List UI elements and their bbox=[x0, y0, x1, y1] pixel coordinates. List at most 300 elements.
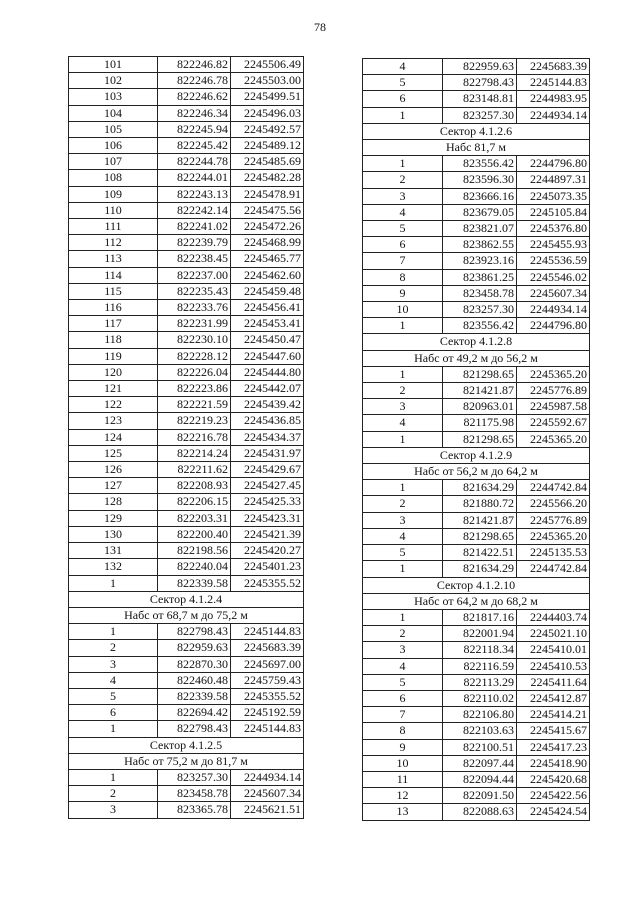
x-coordinate: 821298.65 bbox=[443, 431, 517, 447]
point-number: 120 bbox=[69, 364, 158, 380]
table-row bbox=[69, 219, 304, 235]
x-coordinate: 822103.63 bbox=[443, 723, 517, 739]
x-coordinate: 822245.94 bbox=[158, 121, 231, 137]
point-number: 122 bbox=[69, 397, 158, 413]
x-coordinate: 822091.50 bbox=[443, 788, 517, 804]
sector-header: Сектор 4.1.2.8 bbox=[363, 334, 590, 350]
point-number: 3 bbox=[69, 802, 158, 818]
sector-header-row bbox=[69, 591, 304, 607]
point-number: 2 bbox=[363, 383, 443, 399]
point-number: 5 bbox=[363, 75, 443, 91]
x-coordinate: 823458.78 bbox=[443, 285, 517, 301]
x-coordinate: 821298.65 bbox=[443, 366, 517, 382]
sector-header-row bbox=[69, 607, 304, 623]
x-coordinate: 823861.25 bbox=[443, 269, 517, 285]
table-row bbox=[69, 57, 304, 73]
point-number: 2 bbox=[69, 640, 158, 656]
y-coordinate: 2245073.35 bbox=[517, 188, 590, 204]
table-row bbox=[363, 318, 590, 334]
point-number: 123 bbox=[69, 413, 158, 429]
x-coordinate: 822235.43 bbox=[158, 283, 231, 299]
point-number: 9 bbox=[363, 739, 443, 755]
point-number: 1 bbox=[363, 107, 443, 123]
sector-header: Набс 81,7 м bbox=[363, 140, 590, 156]
point-number: 114 bbox=[69, 267, 158, 283]
point-number: 1 bbox=[363, 561, 443, 577]
table-row bbox=[363, 415, 590, 431]
x-coordinate: 822216.78 bbox=[158, 429, 231, 445]
table-row bbox=[69, 510, 304, 526]
sector-header-row bbox=[363, 447, 590, 463]
y-coordinate: 2245503.00 bbox=[231, 73, 304, 89]
y-coordinate: 2245683.39 bbox=[517, 59, 590, 75]
table-row bbox=[69, 705, 304, 721]
y-coordinate: 2245411.64 bbox=[517, 674, 590, 690]
x-coordinate: 821422.51 bbox=[443, 545, 517, 561]
point-number: 113 bbox=[69, 251, 158, 267]
y-coordinate: 2245472.26 bbox=[231, 219, 304, 235]
point-number: 132 bbox=[69, 559, 158, 575]
table-row bbox=[69, 462, 304, 478]
point-number: 111 bbox=[69, 219, 158, 235]
x-coordinate: 822244.78 bbox=[158, 154, 231, 170]
sector-header: Сектор 4.1.2.10 bbox=[363, 577, 590, 593]
x-coordinate: 822094.44 bbox=[443, 771, 517, 787]
point-number: 121 bbox=[69, 381, 158, 397]
table-row bbox=[69, 413, 304, 429]
y-coordinate: 2244897.31 bbox=[517, 172, 590, 188]
x-coordinate: 822230.10 bbox=[158, 332, 231, 348]
x-coordinate: 821634.29 bbox=[443, 561, 517, 577]
point-number: 1 bbox=[363, 480, 443, 496]
table-row bbox=[363, 723, 590, 739]
table-row bbox=[69, 543, 304, 559]
point-number: 1 bbox=[363, 156, 443, 172]
y-coordinate: 2244796.80 bbox=[517, 156, 590, 172]
y-coordinate: 2245410.53 bbox=[517, 658, 590, 674]
table-row bbox=[363, 674, 590, 690]
point-number: 102 bbox=[69, 73, 158, 89]
x-coordinate: 821817.16 bbox=[443, 609, 517, 625]
point-number: 104 bbox=[69, 105, 158, 121]
y-coordinate: 2244934.14 bbox=[517, 107, 590, 123]
table-row bbox=[69, 769, 304, 785]
y-coordinate: 2245423.31 bbox=[231, 510, 304, 526]
y-coordinate: 2245776.89 bbox=[517, 383, 590, 399]
y-coordinate: 2245418.90 bbox=[517, 755, 590, 771]
x-coordinate: 823923.16 bbox=[443, 253, 517, 269]
table-row bbox=[363, 707, 590, 723]
y-coordinate: 2244983.95 bbox=[517, 91, 590, 107]
table-row bbox=[69, 381, 304, 397]
table-row bbox=[363, 188, 590, 204]
x-coordinate: 822206.15 bbox=[158, 494, 231, 510]
point-number: 124 bbox=[69, 429, 158, 445]
table-row bbox=[363, 366, 590, 382]
x-coordinate: 822339.58 bbox=[158, 688, 231, 704]
y-coordinate: 2245021.10 bbox=[517, 626, 590, 642]
point-number: 8 bbox=[363, 723, 443, 739]
table-row bbox=[69, 721, 304, 737]
point-number: 12 bbox=[363, 788, 443, 804]
x-coordinate: 823257.30 bbox=[158, 769, 231, 785]
table-row bbox=[69, 640, 304, 656]
point-number: 126 bbox=[69, 462, 158, 478]
table-row bbox=[69, 478, 304, 494]
y-coordinate: 2245415.67 bbox=[517, 723, 590, 739]
y-coordinate: 2245462.60 bbox=[231, 267, 304, 283]
table-row bbox=[69, 348, 304, 364]
y-coordinate: 2245566.20 bbox=[517, 496, 590, 512]
y-coordinate: 2245482.28 bbox=[231, 170, 304, 186]
y-coordinate: 2245365.20 bbox=[517, 431, 590, 447]
point-number: 5 bbox=[363, 221, 443, 237]
coordinates-table-right bbox=[362, 58, 590, 821]
point-number: 1 bbox=[363, 609, 443, 625]
point-number: 110 bbox=[69, 202, 158, 218]
table-row bbox=[69, 267, 304, 283]
y-coordinate: 2245355.52 bbox=[231, 575, 304, 591]
table-row bbox=[69, 251, 304, 267]
y-coordinate: 2245429.67 bbox=[231, 462, 304, 478]
y-coordinate: 2245412.87 bbox=[517, 690, 590, 706]
y-coordinate: 2245607.34 bbox=[231, 786, 304, 802]
point-number: 5 bbox=[363, 545, 443, 561]
y-coordinate: 2245697.00 bbox=[231, 656, 304, 672]
x-coordinate: 822238.45 bbox=[158, 251, 231, 267]
table-row bbox=[363, 59, 590, 75]
x-coordinate: 822242.14 bbox=[158, 202, 231, 218]
x-coordinate: 822237.00 bbox=[158, 267, 231, 283]
table-row bbox=[363, 561, 590, 577]
point-number: 1 bbox=[363, 431, 443, 447]
y-coordinate: 2244742.84 bbox=[517, 561, 590, 577]
point-number: 2 bbox=[363, 496, 443, 512]
table-row bbox=[363, 545, 590, 561]
y-coordinate: 2245776.89 bbox=[517, 512, 590, 528]
x-coordinate: 822246.82 bbox=[158, 57, 231, 73]
x-coordinate: 823148.81 bbox=[443, 91, 517, 107]
point-number: 6 bbox=[363, 237, 443, 253]
sector-header: Сектор 4.1.2.5 bbox=[69, 737, 304, 753]
point-number: 2 bbox=[69, 786, 158, 802]
x-coordinate: 822106.80 bbox=[443, 707, 517, 723]
x-coordinate: 822198.56 bbox=[158, 543, 231, 559]
table-row bbox=[363, 626, 590, 642]
x-coordinate: 822221.59 bbox=[158, 397, 231, 413]
x-coordinate: 823862.55 bbox=[443, 237, 517, 253]
table-row bbox=[363, 399, 590, 415]
y-coordinate: 2245492.57 bbox=[231, 121, 304, 137]
point-number: 129 bbox=[69, 510, 158, 526]
table-row bbox=[363, 609, 590, 625]
point-number: 3 bbox=[363, 642, 443, 658]
point-number: 1 bbox=[69, 624, 158, 640]
point-number: 116 bbox=[69, 300, 158, 316]
sector-header-row bbox=[363, 464, 590, 480]
table-row bbox=[363, 804, 590, 820]
x-coordinate: 822118.34 bbox=[443, 642, 517, 658]
coordinates-table-left bbox=[68, 56, 304, 819]
table-row bbox=[363, 739, 590, 755]
point-number: 117 bbox=[69, 316, 158, 332]
table-row bbox=[69, 138, 304, 154]
y-coordinate: 2245475.56 bbox=[231, 202, 304, 218]
table-row bbox=[69, 575, 304, 591]
y-coordinate: 2245465.77 bbox=[231, 251, 304, 267]
x-coordinate: 822223.86 bbox=[158, 381, 231, 397]
point-number: 106 bbox=[69, 138, 158, 154]
x-coordinate: 822097.44 bbox=[443, 755, 517, 771]
x-coordinate: 823365.78 bbox=[158, 802, 231, 818]
y-coordinate: 2245417.23 bbox=[517, 739, 590, 755]
y-coordinate: 2245478.91 bbox=[231, 186, 304, 202]
point-number: 107 bbox=[69, 154, 158, 170]
x-coordinate: 823556.42 bbox=[443, 318, 517, 334]
x-coordinate: 823679.05 bbox=[443, 204, 517, 220]
x-coordinate: 822694.42 bbox=[158, 705, 231, 721]
x-coordinate: 822240.04 bbox=[158, 559, 231, 575]
y-coordinate: 2245434.37 bbox=[231, 429, 304, 445]
x-coordinate: 822113.29 bbox=[443, 674, 517, 690]
y-coordinate: 2245496.03 bbox=[231, 105, 304, 121]
y-coordinate: 2245401.23 bbox=[231, 559, 304, 575]
point-number: 131 bbox=[69, 543, 158, 559]
table-row bbox=[363, 512, 590, 528]
x-coordinate: 822959.63 bbox=[158, 640, 231, 656]
sector-header-row bbox=[363, 334, 590, 350]
x-coordinate: 821880.72 bbox=[443, 496, 517, 512]
point-number: 130 bbox=[69, 526, 158, 542]
table-row bbox=[363, 269, 590, 285]
y-coordinate: 2244742.84 bbox=[517, 480, 590, 496]
y-coordinate: 2245144.83 bbox=[517, 75, 590, 91]
y-coordinate: 2245144.83 bbox=[231, 721, 304, 737]
table-row bbox=[69, 688, 304, 704]
x-coordinate: 822228.12 bbox=[158, 348, 231, 364]
table-row bbox=[363, 528, 590, 544]
point-number: 4 bbox=[363, 204, 443, 220]
y-coordinate: 2245410.01 bbox=[517, 642, 590, 658]
point-number: 4 bbox=[363, 528, 443, 544]
x-coordinate: 821175.98 bbox=[443, 415, 517, 431]
x-coordinate: 823257.30 bbox=[443, 107, 517, 123]
point-number: 10 bbox=[363, 755, 443, 771]
table-row bbox=[363, 788, 590, 804]
table-row bbox=[363, 302, 590, 318]
x-coordinate: 822203.31 bbox=[158, 510, 231, 526]
y-coordinate: 2245431.97 bbox=[231, 445, 304, 461]
y-coordinate: 2245447.60 bbox=[231, 348, 304, 364]
x-coordinate: 823458.78 bbox=[158, 786, 231, 802]
y-coordinate: 2245414.21 bbox=[517, 707, 590, 723]
x-coordinate: 822239.79 bbox=[158, 235, 231, 251]
point-number: 1 bbox=[69, 721, 158, 737]
y-coordinate: 2245485.69 bbox=[231, 154, 304, 170]
x-coordinate: 823821.07 bbox=[443, 221, 517, 237]
x-coordinate: 822233.76 bbox=[158, 300, 231, 316]
y-coordinate: 2245421.39 bbox=[231, 526, 304, 542]
point-number: 4 bbox=[363, 658, 443, 674]
x-coordinate: 821421.87 bbox=[443, 512, 517, 528]
table-row bbox=[69, 624, 304, 640]
y-coordinate: 2245442.07 bbox=[231, 381, 304, 397]
y-coordinate: 2244403.74 bbox=[517, 609, 590, 625]
point-number: 119 bbox=[69, 348, 158, 364]
x-coordinate: 822231.99 bbox=[158, 316, 231, 332]
x-coordinate: 822208.93 bbox=[158, 478, 231, 494]
x-coordinate: 822200.40 bbox=[158, 526, 231, 542]
table-row bbox=[69, 154, 304, 170]
point-number: 103 bbox=[69, 89, 158, 105]
y-coordinate: 2245499.51 bbox=[231, 89, 304, 105]
x-coordinate: 822460.48 bbox=[158, 672, 231, 688]
sector-header-row bbox=[363, 140, 590, 156]
x-coordinate: 822798.43 bbox=[158, 721, 231, 737]
table-row bbox=[69, 316, 304, 332]
table-row bbox=[363, 237, 590, 253]
y-coordinate: 2245422.56 bbox=[517, 788, 590, 804]
table-row bbox=[363, 480, 590, 496]
y-coordinate: 2245536.59 bbox=[517, 253, 590, 269]
sector-header: Сектор 4.1.2.9 bbox=[363, 447, 590, 463]
point-number: 11 bbox=[363, 771, 443, 787]
y-coordinate: 2245144.83 bbox=[231, 624, 304, 640]
y-coordinate: 2245453.41 bbox=[231, 316, 304, 332]
y-coordinate: 2245420.27 bbox=[231, 543, 304, 559]
y-coordinate: 2245376.80 bbox=[517, 221, 590, 237]
table-row bbox=[363, 107, 590, 123]
y-coordinate: 2245456.41 bbox=[231, 300, 304, 316]
point-number: 125 bbox=[69, 445, 158, 461]
point-number: 5 bbox=[363, 674, 443, 690]
point-number: 6 bbox=[363, 690, 443, 706]
sector-header-row bbox=[363, 350, 590, 366]
sector-header-row bbox=[69, 737, 304, 753]
y-coordinate: 2244934.14 bbox=[231, 769, 304, 785]
point-number: 10 bbox=[363, 302, 443, 318]
point-number: 1 bbox=[69, 769, 158, 785]
point-number: 109 bbox=[69, 186, 158, 202]
y-coordinate: 2245355.52 bbox=[231, 688, 304, 704]
table-row bbox=[69, 332, 304, 348]
x-coordinate: 822088.63 bbox=[443, 804, 517, 820]
table-row bbox=[363, 658, 590, 674]
x-coordinate: 823596.30 bbox=[443, 172, 517, 188]
x-coordinate: 822241.02 bbox=[158, 219, 231, 235]
y-coordinate: 2245450.47 bbox=[231, 332, 304, 348]
y-coordinate: 2245192.59 bbox=[231, 705, 304, 721]
x-coordinate: 822245.42 bbox=[158, 138, 231, 154]
x-coordinate: 821421.87 bbox=[443, 383, 517, 399]
point-number: 2 bbox=[363, 172, 443, 188]
y-coordinate: 2245468.99 bbox=[231, 235, 304, 251]
table-row bbox=[69, 73, 304, 89]
point-number: 6 bbox=[363, 91, 443, 107]
x-coordinate: 822100.51 bbox=[443, 739, 517, 755]
x-coordinate: 822959.63 bbox=[443, 59, 517, 75]
sector-header: Сектор 4.1.2.4 bbox=[69, 591, 304, 607]
table-row bbox=[69, 202, 304, 218]
sector-header: Набс от 49,2 м до 56,2 м bbox=[363, 350, 590, 366]
x-coordinate: 822001.94 bbox=[443, 626, 517, 642]
y-coordinate: 2245365.20 bbox=[517, 366, 590, 382]
x-coordinate: 822246.34 bbox=[158, 105, 231, 121]
table-row bbox=[69, 672, 304, 688]
x-coordinate: 822246.78 bbox=[158, 73, 231, 89]
table-row bbox=[69, 656, 304, 672]
point-number: 3 bbox=[363, 512, 443, 528]
point-number: 4 bbox=[363, 415, 443, 431]
point-number: 7 bbox=[363, 253, 443, 269]
table-row bbox=[69, 526, 304, 542]
point-number: 112 bbox=[69, 235, 158, 251]
point-number: 105 bbox=[69, 121, 158, 137]
x-coordinate: 822214.24 bbox=[158, 445, 231, 461]
point-number: 3 bbox=[363, 188, 443, 204]
point-number: 8 bbox=[363, 269, 443, 285]
table-row bbox=[363, 285, 590, 301]
y-coordinate: 2245621.51 bbox=[231, 802, 304, 818]
y-coordinate: 2245459.48 bbox=[231, 283, 304, 299]
y-coordinate: 2245607.34 bbox=[517, 285, 590, 301]
table-row bbox=[69, 364, 304, 380]
table-row bbox=[363, 496, 590, 512]
y-coordinate: 2245592.67 bbox=[517, 415, 590, 431]
x-coordinate: 822226.04 bbox=[158, 364, 231, 380]
x-coordinate: 822211.62 bbox=[158, 462, 231, 478]
point-number: 9 bbox=[363, 285, 443, 301]
y-coordinate: 2244796.80 bbox=[517, 318, 590, 334]
point-number: 118 bbox=[69, 332, 158, 348]
x-coordinate: 822798.43 bbox=[158, 624, 231, 640]
point-number: 108 bbox=[69, 170, 158, 186]
point-number: 101 bbox=[69, 57, 158, 73]
x-coordinate: 822246.62 bbox=[158, 89, 231, 105]
y-coordinate: 2245546.02 bbox=[517, 269, 590, 285]
x-coordinate: 823556.42 bbox=[443, 156, 517, 172]
y-coordinate: 2245425.33 bbox=[231, 494, 304, 510]
sector-header-row bbox=[363, 593, 590, 609]
sector-header-row bbox=[69, 753, 304, 769]
x-coordinate: 822219.23 bbox=[158, 413, 231, 429]
table-row bbox=[69, 186, 304, 202]
table-row bbox=[69, 283, 304, 299]
table-row bbox=[363, 690, 590, 706]
y-coordinate: 2245987.58 bbox=[517, 399, 590, 415]
sector-header: Сектор 4.1.2.6 bbox=[363, 123, 590, 139]
table-row bbox=[363, 156, 590, 172]
table-row bbox=[363, 91, 590, 107]
point-number: 2 bbox=[363, 626, 443, 642]
x-coordinate: 822798.43 bbox=[443, 75, 517, 91]
table-row bbox=[363, 172, 590, 188]
point-number: 6 bbox=[69, 705, 158, 721]
x-coordinate: 822339.58 bbox=[158, 575, 231, 591]
table-row bbox=[69, 786, 304, 802]
point-number: 4 bbox=[363, 59, 443, 75]
table-row bbox=[363, 431, 590, 447]
sector-header-row bbox=[363, 577, 590, 593]
table-row bbox=[69, 170, 304, 186]
point-number: 3 bbox=[69, 656, 158, 672]
point-number: 1 bbox=[69, 575, 158, 591]
point-number: 128 bbox=[69, 494, 158, 510]
y-coordinate: 2245444.80 bbox=[231, 364, 304, 380]
table-row bbox=[69, 300, 304, 316]
table-row bbox=[69, 429, 304, 445]
sector-header: Набс от 75,2 м до 81,7 м bbox=[69, 753, 304, 769]
